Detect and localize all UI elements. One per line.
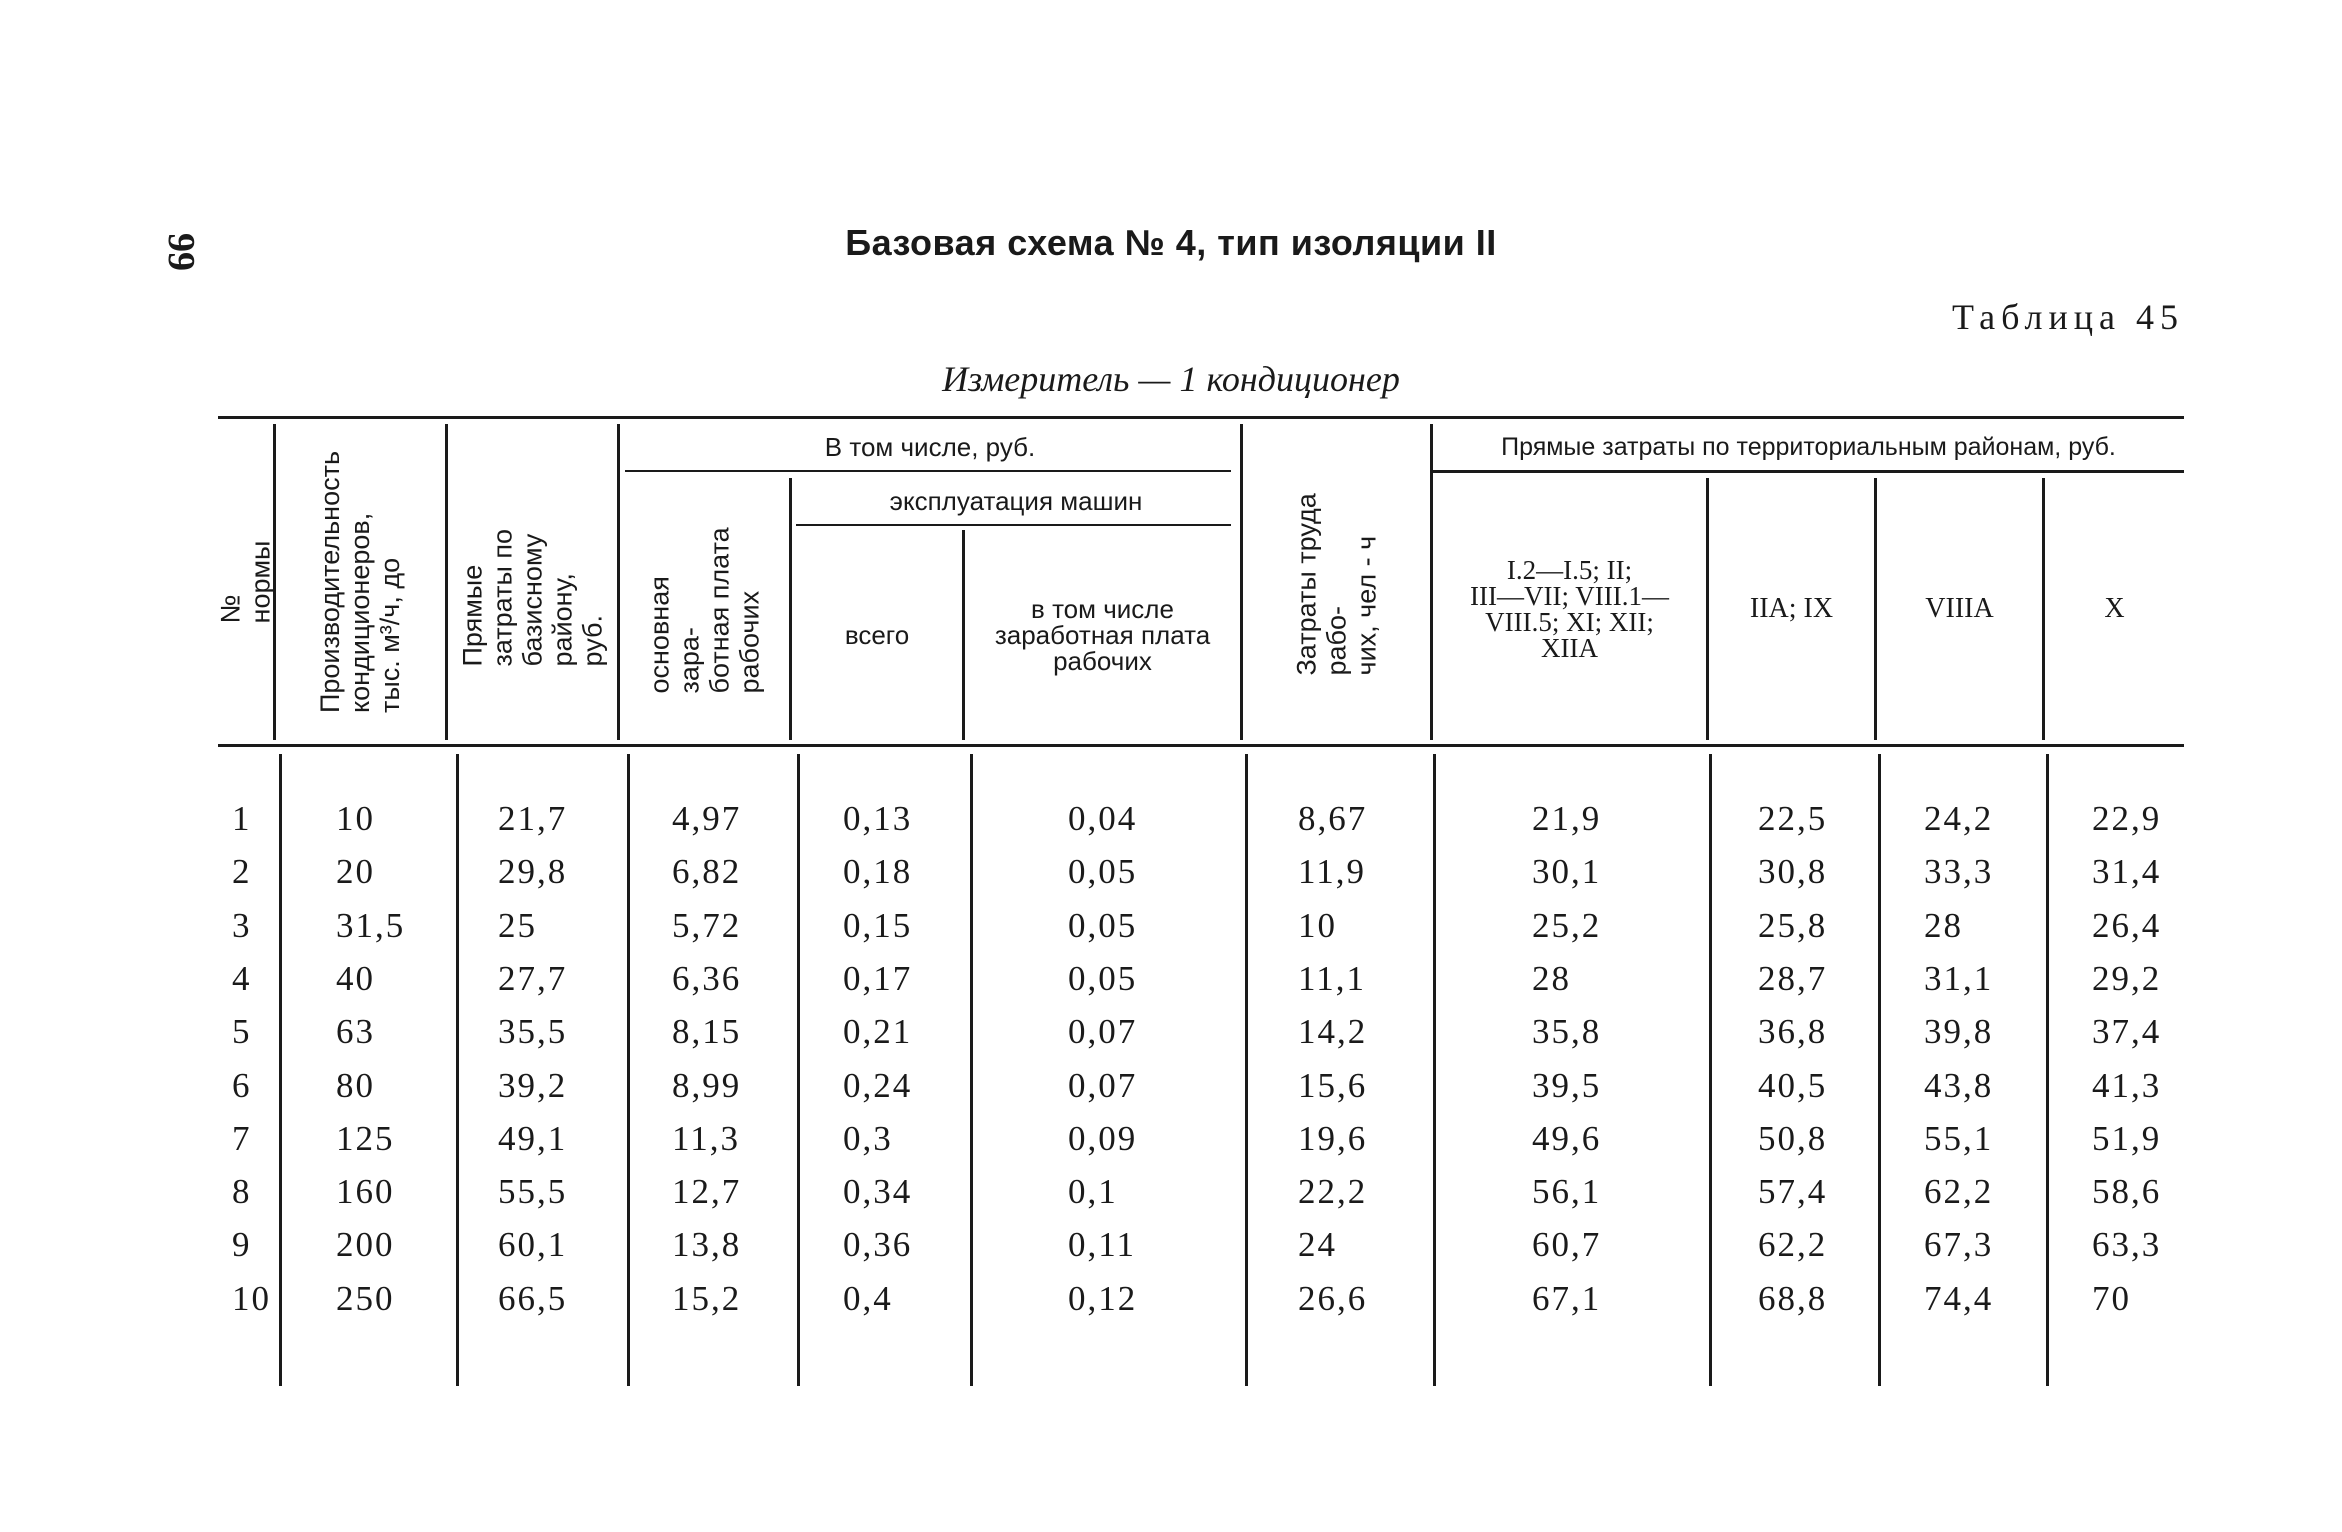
header-capacity: Производительность кондиционеров, тыс. м³/ч, до — [315, 450, 406, 714]
cell-region-1: 39,5 — [1532, 1065, 1602, 1105]
cell-machines-total: 0,15 — [843, 905, 913, 945]
header-regions: Прямые затраты по территориальным районам, руб. — [1501, 433, 2116, 461]
header-region-2: IIA; IX — [1749, 593, 1834, 624]
cell-machines-total: 0,24 — [843, 1065, 913, 1105]
cell-norm-no: 1 — [232, 799, 252, 838]
cell-machines-wage: 0,05 — [1068, 905, 1138, 945]
cell-region-2: 68,8 — [1758, 1278, 1828, 1318]
cell-region-3: 31,1 — [1924, 958, 1994, 998]
scheme-title: Базовая схема № 4, тип изоляции II — [845, 222, 1497, 263]
table-row — [0, 899, 2342, 952]
cell-machines-wage: 0,07 — [1068, 1012, 1138, 1052]
rule-top — [218, 416, 2184, 419]
cell-machines-total: 0,36 — [843, 1225, 913, 1265]
cell-labor: 11,1 — [1298, 958, 1366, 998]
cell-region-4: 22,9 — [2092, 799, 2162, 838]
rule-machines-under — [796, 524, 1231, 526]
cell-norm-no: 7 — [232, 1118, 252, 1158]
cell-labor: 14,2 — [1298, 1012, 1368, 1052]
cell-machines-total: 0,17 — [843, 958, 913, 998]
cell-machines-total: 0,34 — [843, 1172, 913, 1212]
rule-header-bottom — [218, 744, 2184, 747]
cell-base-wage: 8,15 — [672, 1012, 742, 1052]
header-including: В том числе, руб. — [824, 432, 1036, 462]
cell-direct-costs: 21,7 — [498, 799, 568, 838]
cell-region-3: 24,2 — [1924, 799, 1994, 838]
cell-region-3: 55,1 — [1924, 1118, 1994, 1158]
header-labor: Затраты труда рабо- чих, чел - ч — [1291, 493, 1382, 676]
cell-labor: 10 — [1298, 905, 1337, 945]
cell-labor: 19,6 — [1298, 1118, 1368, 1158]
cell-region-1: 28 — [1532, 958, 1571, 998]
cell-machines-total: 0,18 — [843, 852, 913, 892]
cell-region-2: 50,8 — [1758, 1118, 1828, 1158]
header-region-3: VIIIA — [1925, 593, 1994, 624]
cell-region-3: 67,3 — [1924, 1225, 1994, 1265]
cell-direct-costs: 35,5 — [498, 1012, 568, 1052]
cell-capacity: 10 — [336, 799, 375, 838]
cell-region-3: 74,4 — [1924, 1278, 1994, 1318]
cell-capacity: 20 — [336, 852, 375, 892]
cell-region-4: 26,4 — [2092, 905, 2162, 945]
table-row — [0, 845, 2342, 898]
cell-region-2: 22,5 — [1758, 799, 1828, 838]
cell-base-wage: 4,97 — [672, 799, 742, 838]
cell-capacity: 250 — [336, 1278, 395, 1318]
cell-region-1: 21,9 — [1532, 799, 1602, 838]
cell-direct-costs: 39,2 — [498, 1065, 568, 1105]
table-row — [0, 1165, 2342, 1218]
cell-machines-total: 0,21 — [843, 1012, 913, 1052]
cell-labor: 24 — [1298, 1225, 1337, 1265]
cell-base-wage: 5,72 — [672, 905, 742, 945]
cell-machines-wage: 0,04 — [1068, 799, 1138, 838]
cell-region-3: 33,3 — [1924, 852, 1994, 892]
cell-region-4: 37,4 — [2092, 1012, 2162, 1052]
cell-region-4: 51,9 — [2092, 1118, 2162, 1158]
header-region-1: I.2—I.5; II; III—VII; VIII.1— VIII.5; XI; XII; XIIA — [1470, 555, 1669, 663]
cell-capacity: 200 — [336, 1225, 395, 1265]
cell-norm-no: 2 — [232, 852, 252, 892]
cell-base-wage: 15,2 — [672, 1278, 742, 1318]
cell-region-3: 43,8 — [1924, 1065, 1994, 1105]
cell-machines-wage: 0,1 — [1068, 1172, 1118, 1212]
cell-machines-wage: 0,11 — [1068, 1225, 1136, 1265]
cell-region-2: 36,8 — [1758, 1012, 1828, 1052]
cell-region-1: 25,2 — [1532, 905, 1602, 945]
table-row — [0, 1218, 2342, 1271]
header-base-wage: основная зара- ботная плата рабочих — [644, 527, 765, 694]
header-direct-costs: Прямые затраты по базисному району, руб. — [457, 528, 608, 667]
cell-capacity: 160 — [336, 1172, 395, 1212]
header-machines-wage: в том числе заработная плата рабочих — [994, 594, 1211, 676]
table-row — [0, 1059, 2342, 1112]
cell-region-4: 63,3 — [2092, 1225, 2162, 1265]
cell-region-4: 31,4 — [2092, 852, 2162, 892]
cell-region-1: 67,1 — [1532, 1278, 1602, 1318]
cell-region-2: 62,2 — [1758, 1225, 1828, 1265]
cell-capacity: 80 — [336, 1065, 375, 1105]
cell-norm-no: 4 — [232, 958, 252, 998]
cell-direct-costs: 29,8 — [498, 852, 568, 892]
cell-region-4: 58,6 — [2092, 1172, 2162, 1212]
header-region-4: X — [2104, 593, 2125, 624]
table-row — [0, 1112, 2342, 1165]
cell-region-2: 25,8 — [1758, 905, 1828, 945]
header-machines-total: всего — [844, 620, 910, 650]
rule-regions-under — [1432, 470, 2184, 473]
table-row — [0, 792, 2342, 845]
cell-machines-wage: 0,12 — [1068, 1278, 1138, 1318]
cell-region-3: 28 — [1924, 905, 1963, 945]
cell-machines-wage: 0,05 — [1068, 958, 1138, 998]
cell-region-4: 70 — [2092, 1278, 2131, 1318]
cell-region-4: 29,2 — [2092, 958, 2162, 998]
cell-norm-no: 9 — [232, 1225, 252, 1265]
cell-capacity: 31,5 — [336, 905, 406, 945]
table-label: Таблица 45 — [1952, 297, 2184, 337]
cell-labor: 22,2 — [1298, 1172, 1368, 1212]
header-machines: эксплуатация машин — [889, 486, 1143, 516]
cell-base-wage: 8,99 — [672, 1065, 742, 1105]
cell-direct-costs: 25 — [498, 905, 537, 945]
cell-labor: 15,6 — [1298, 1065, 1368, 1105]
cell-norm-no: 8 — [232, 1172, 252, 1212]
cell-base-wage: 12,7 — [672, 1172, 742, 1212]
cell-machines-total: 0,13 — [843, 799, 913, 838]
unit-line: Измеритель — 1 кондиционер — [942, 359, 1400, 399]
cell-region-1: 56,1 — [1532, 1172, 1602, 1212]
cell-region-1: 49,6 — [1532, 1118, 1602, 1158]
cell-labor: 11,9 — [1298, 852, 1366, 892]
cell-region-1: 60,7 — [1532, 1225, 1602, 1265]
cell-labor: 8,67 — [1298, 799, 1368, 838]
table-row — [0, 1272, 2342, 1325]
cell-region-2: 28,7 — [1758, 958, 1828, 998]
cell-direct-costs: 49,1 — [498, 1118, 568, 1158]
cell-base-wage: 6,36 — [672, 958, 742, 998]
header-norm-no: № нормы — [215, 540, 276, 624]
cell-region-3: 62,2 — [1924, 1172, 1994, 1212]
cell-region-2: 40,5 — [1758, 1065, 1828, 1105]
cell-norm-no: 6 — [232, 1065, 252, 1105]
cell-norm-no: 3 — [232, 905, 252, 945]
cell-region-4: 41,3 — [2092, 1065, 2162, 1105]
cell-region-1: 30,1 — [1532, 852, 1602, 892]
cell-capacity: 40 — [336, 958, 375, 998]
cell-base-wage: 13,8 — [672, 1225, 742, 1265]
cell-norm-no: 5 — [232, 1012, 252, 1052]
cell-direct-costs: 55,5 — [498, 1172, 568, 1212]
cell-direct-costs: 60,1 — [498, 1225, 568, 1265]
cell-machines-wage: 0,09 — [1068, 1118, 1138, 1158]
cell-base-wage: 6,82 — [672, 852, 742, 892]
cell-region-2: 30,8 — [1758, 852, 1828, 892]
cell-base-wage: 11,3 — [672, 1118, 740, 1158]
cell-region-1: 35,8 — [1532, 1012, 1602, 1052]
cell-labor: 26,6 — [1298, 1278, 1368, 1318]
cell-machines-wage: 0,05 — [1068, 852, 1138, 892]
cell-direct-costs: 27,7 — [498, 958, 568, 998]
cell-machines-wage: 0,07 — [1068, 1065, 1138, 1105]
cell-capacity: 125 — [336, 1118, 395, 1158]
cell-region-3: 39,8 — [1924, 1012, 1994, 1052]
cell-region-2: 57,4 — [1758, 1172, 1828, 1212]
cell-machines-total: 0,3 — [843, 1118, 893, 1158]
table-row — [0, 952, 2342, 1005]
cell-capacity: 63 — [336, 1012, 375, 1052]
table-row — [0, 1005, 2342, 1058]
cell-norm-no: 10 — [232, 1278, 271, 1318]
cell-machines-total: 0,4 — [843, 1278, 893, 1318]
rule-including-under — [625, 470, 1231, 472]
cell-direct-costs: 66,5 — [498, 1278, 568, 1318]
page-number: 99 — [160, 233, 202, 271]
